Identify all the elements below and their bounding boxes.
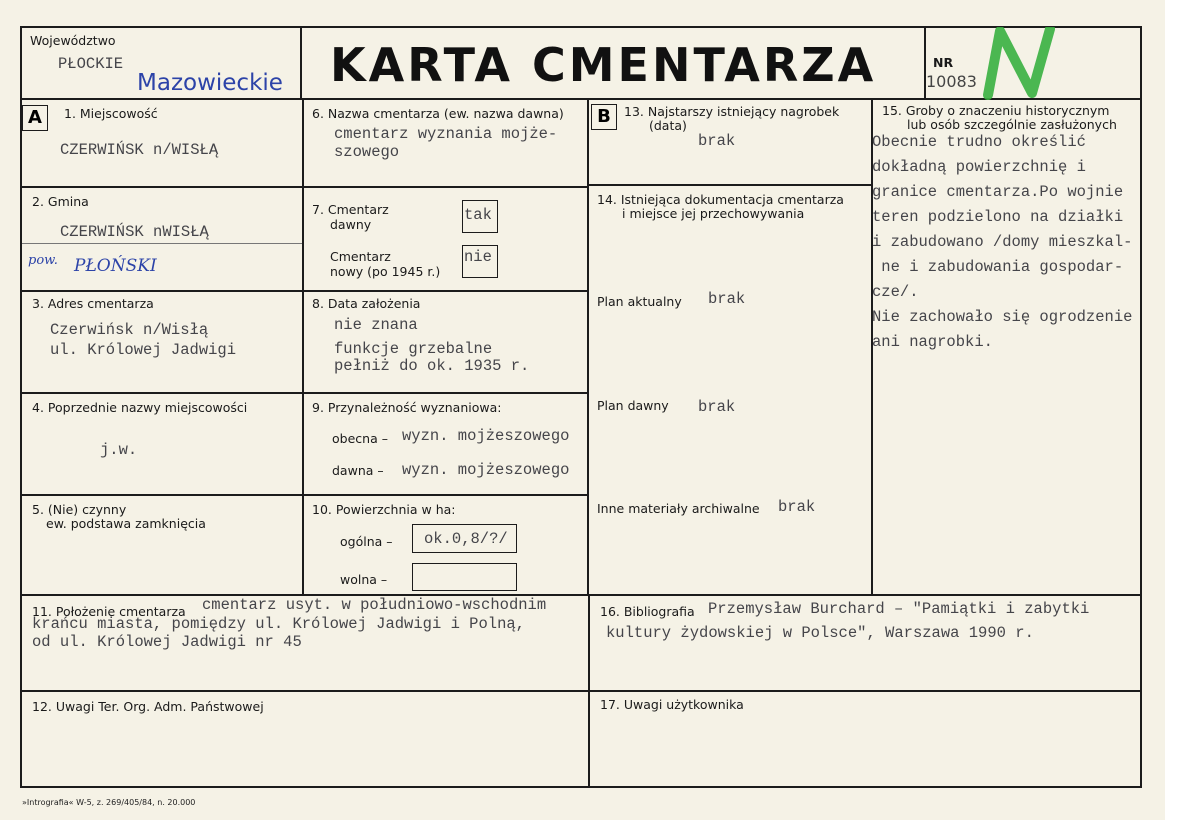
najstarszy-value: brak bbox=[698, 132, 736, 150]
dokumentacja-label-2: i miejsce jej przechowywania bbox=[622, 206, 805, 221]
polozenie-line2: krańcu miasta, pomiędzy ul. Królowej Jadwigi i Polną, bbox=[32, 615, 525, 633]
groby-line-3: granice cmentarza.Po wojnie bbox=[872, 183, 1124, 201]
gmina-value: CZERWIŃSK nWISŁĄ bbox=[60, 223, 209, 241]
dokumentacja-label-1: 14. Istniejąca dokumentacja cmentarza bbox=[597, 192, 844, 207]
miejscowosc-value: CZERWIŃSK n/WISŁĄ bbox=[60, 141, 219, 159]
nazwa-line1: cmentarz wyznania mojże- bbox=[334, 125, 558, 143]
nr-value: 10083 bbox=[926, 72, 977, 91]
inne-materialy-value: brak bbox=[778, 498, 816, 516]
printer-footer: »Intrografia« W-5, z. 269/405/84, n. 20.000 bbox=[22, 798, 196, 807]
nr-label: NR bbox=[933, 55, 954, 70]
plan-dawny-label: Plan dawny bbox=[597, 398, 669, 413]
przynaleznosc-dawna-value: wyzn. mojżeszowego bbox=[402, 461, 570, 479]
groby-line-5: i zabudowano /domy mieszkal- bbox=[872, 233, 1133, 251]
bibliografia-line1: Przemysław Burchard – "Pamiątki i zabytki bbox=[708, 600, 1090, 618]
wojewodztwo-stamp: Mazowieckie bbox=[137, 70, 283, 96]
groby-line-7: cze/. bbox=[872, 283, 919, 301]
powierzchnia-ogolna-label: ogólna – bbox=[340, 534, 393, 549]
groby-line-2: dokładną powierzchnię i bbox=[872, 158, 1086, 176]
adres-label: 3. Adres cmentarza bbox=[32, 296, 154, 311]
polozenie-line1: cmentarz usyt. w południowo-wschodnim bbox=[202, 596, 547, 614]
adres-line1: Czerwińsk n/Wisłą bbox=[50, 321, 209, 339]
powierzchnia-label: 10. Powierzchnia w ha: bbox=[312, 502, 456, 517]
groby-line-1: Obecnie trudno określić bbox=[872, 133, 1086, 151]
inne-materialy-label: Inne materiały archiwalne bbox=[597, 501, 760, 516]
cmentarz-nowy-label-1: Cmentarz bbox=[330, 249, 391, 264]
uwagi-ter-label: 12. Uwagi Ter. Org. Adm. Państwowej bbox=[32, 699, 264, 714]
cmentarz-dawny-value: tak bbox=[464, 206, 492, 224]
najstarszy-label-2: (data) bbox=[649, 118, 687, 133]
section-b-marker: B bbox=[591, 104, 617, 130]
groby-line-4: teren podzielono na działki bbox=[872, 208, 1124, 226]
polozenie-label: 11. Położenie cmentarza bbox=[32, 604, 186, 619]
wojewodztwo-typed: PŁOCKIE bbox=[58, 55, 124, 73]
najstarszy-label-1: 13. Najstarszy istniejący nagrobek bbox=[624, 104, 840, 119]
przynaleznosc-obecna-label: obecna – bbox=[332, 431, 388, 446]
cmentarz-nowy-value: nie bbox=[464, 248, 492, 266]
uwagi-uzytkownika-label: 17. Uwagi użytkownika bbox=[600, 697, 744, 712]
n-mark-graphic bbox=[978, 27, 1073, 102]
groby-label-2: lub osób szczególnie zasłużonych bbox=[907, 117, 1117, 132]
nazwa-line2: szowego bbox=[334, 143, 400, 161]
cmentarz-dawny-label-2: dawny bbox=[330, 217, 372, 232]
poprzednie-nazwy-label: 4. Poprzednie nazwy miejscowości bbox=[32, 400, 248, 415]
data-zalozenia-line1: nie znana bbox=[334, 316, 418, 334]
n-mark bbox=[978, 27, 1073, 107]
przynaleznosc-obecna-value: wyzn. mojżeszowego bbox=[402, 427, 570, 445]
groby-label-1: 15. Groby o znaczeniu historycznym bbox=[882, 103, 1110, 118]
powierzchnia-wolna-box bbox=[412, 563, 517, 591]
czynny-label-1: 5. (Nie) czynny bbox=[32, 502, 127, 517]
cmentarz-dawny-label-1: 7. Cmentarz bbox=[312, 202, 389, 217]
plan-dawny-value: brak bbox=[698, 398, 736, 416]
polozenie-line3: od ul. Królowej Jadwigi nr 45 bbox=[32, 633, 302, 651]
data-zalozenia-label: 8. Data założenia bbox=[312, 296, 421, 311]
section-a-marker: A bbox=[22, 105, 48, 131]
powiat-value: PŁOŃSKI bbox=[74, 256, 157, 276]
czynny-label-2: ew. podstawa zamknięcia bbox=[46, 516, 206, 531]
groby-line-8: Nie zachowało się ogrodzenie bbox=[872, 308, 1133, 326]
plan-aktualny-label: Plan aktualny bbox=[597, 294, 682, 309]
powiat-prefix: pow. bbox=[28, 253, 58, 268]
groby-line-6: ne i zabudowania gospodar- bbox=[872, 258, 1124, 276]
data-zalozenia-line2: funkcje grzebalne bbox=[334, 340, 493, 358]
plan-aktualny-value: brak bbox=[708, 290, 746, 308]
przynaleznosc-dawna-label: dawna – bbox=[332, 463, 384, 478]
bibliografia-line2: kultury żydowskiej w Polsce", Warszawa 1990 r. bbox=[606, 624, 1034, 642]
miejscowosc-label: 1. Miejscowość bbox=[64, 106, 158, 121]
nazwa-label: 6. Nazwa cmentarza (ew. nazwa dawna) bbox=[312, 106, 564, 121]
page-title: KARTA CMENTARZA bbox=[330, 38, 877, 92]
gmina-label: 2. Gmina bbox=[32, 194, 89, 209]
adres-line2: ul. Królowej Jadwigi bbox=[50, 341, 237, 359]
powierzchnia-ogolna-value: ok.0,8/?/ bbox=[424, 530, 508, 548]
data-zalozenia-line3: pełniż do ok. 1935 r. bbox=[334, 357, 530, 375]
bibliografia-label: 16. Bibliografia bbox=[600, 604, 695, 619]
przynaleznosc-label: 9. Przynależność wyznaniowa: bbox=[312, 400, 502, 415]
groby-line-9: ani nagrobki. bbox=[872, 333, 993, 351]
poprzednie-nazwy-value: j.w. bbox=[100, 441, 138, 459]
powierzchnia-wolna-label: wolna – bbox=[340, 572, 388, 587]
wojewodztwo-label: Województwo bbox=[30, 33, 116, 48]
cmentarz-nowy-label-2: nowy (po 1945 r.) bbox=[330, 264, 441, 279]
